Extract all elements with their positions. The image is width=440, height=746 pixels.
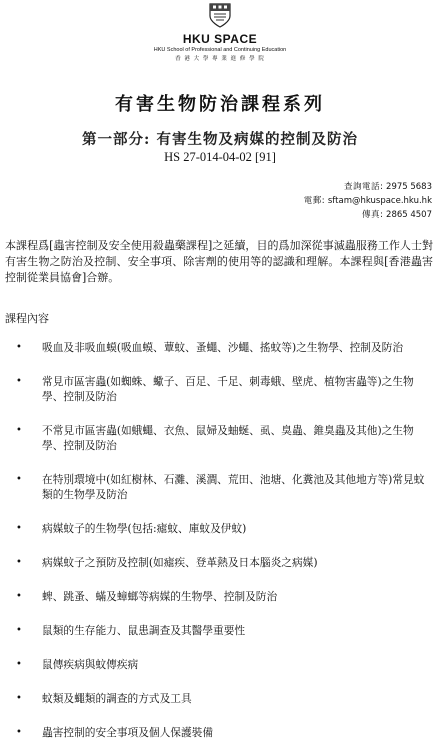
content-heading: 課程內容 (5, 312, 49, 325)
list-item (10, 472, 430, 502)
bullet-icon: • (16, 523, 22, 534)
fax-value: 2865 4507 (386, 210, 432, 220)
list-item-text: 病媒蚊子的生物學(包括:瘧蚊、庫蚊及伊蚊) (42, 522, 247, 535)
course-code: HS 27-014-04-02 [91] (164, 150, 276, 164)
list-item-text: 在特別環境中(如紅樹林、石灘、溪澗、荒田、池塘、化糞池及其他地方等)常見蚊類的生物學及防治 (42, 473, 425, 501)
email-value[interactable]: sftam@hkuspace.hku.hk (327, 196, 432, 206)
list-item-text: 鼠類的生存能力、鼠患調查及其醫學重要性 (42, 624, 246, 637)
list-item-text: 病媒蚊子之預防及控制(如瘧疾、登革熱及日本腦炎之病媒) (42, 556, 318, 569)
list-item (10, 340, 430, 355)
bullet-icon: • (16, 625, 22, 636)
list-item-text: 蟲害控制的安全事項及個人保護裝備 (42, 726, 214, 739)
bullet-icon: • (16, 376, 22, 387)
page-title: 有害生物防治課程系列 (115, 94, 325, 115)
crest-icon (208, 2, 232, 28)
list-item (10, 423, 430, 453)
bullet-icon: • (16, 659, 22, 670)
fax-line (304, 208, 432, 222)
bullet-icon: • (16, 557, 22, 568)
intro-paragraph: 本課程爲[蟲害控制及安全使用殺蟲藥課程]之延續，目的爲加深從事滅蟲服務工作人士對有害生物之防治及控制、安全事項、除害劑的使用等的認識和理解。本課程與[香港蟲害控制從業員協會]合辦。 (5, 239, 433, 284)
list-item (10, 725, 430, 740)
list-item (10, 589, 430, 604)
list-item-text: 鼠傳疾病與蚊傳疾病 (42, 658, 139, 671)
list-item-text: 常見市區害蟲(如蜘蛛、蠍子、百足、千足、刺毒蛾、壁虎、植物害蟲等)之生物學、控制及防治 (42, 375, 414, 403)
phone-value: 2975 5683 (386, 182, 432, 192)
list-item-text: 蚊類及蠅類的調查的方式及工具 (42, 692, 192, 705)
contact-block (304, 180, 432, 222)
email-line (304, 194, 432, 208)
list-item (10, 623, 430, 638)
bullet-icon: • (16, 693, 22, 704)
bullet-icon: • (16, 342, 22, 353)
phone-line (304, 180, 432, 194)
list-item-text: 吸血及非吸血蟆(吸血蟆、蕈蚊、蚤蠅、沙蠅、搖蚊等)之生物學、控制及防治 (42, 341, 404, 354)
bullet-icon: • (16, 474, 22, 485)
bullet-icon: • (16, 425, 22, 436)
list-item (10, 555, 430, 570)
list-item (10, 691, 430, 706)
hku-space-logo (0, 2, 440, 62)
list-item-text: 不常見市區害蟲(如蛾蠅、衣魚、鼠婦及蚰蜒、虱、臭蟲、錐臭蟲及其他)之生物學、控制及防治 (42, 424, 414, 452)
phone-label: 查詢電話: (343, 182, 384, 192)
bullet-icon: • (16, 591, 22, 602)
list-item (10, 657, 430, 672)
brand-chinese: 香 港 大 學 專 業 進 修 學 院 (175, 56, 265, 62)
list-item (10, 521, 430, 536)
bullet-icon: • (16, 727, 22, 738)
list-item-text: 蜱、跳蚤、蟎及蟑螂等病媒的生物學、控制及防治 (42, 590, 278, 603)
brand-name: HKU SPACE (182, 32, 258, 46)
course-content-list (10, 340, 430, 740)
page-subtitle: 第一部分: 有害生物及病媒的控制及防治 (82, 131, 358, 148)
fax-label: 傳真: (361, 210, 384, 220)
email-label: 電郵: (303, 196, 326, 206)
brand-english: HKU School of Professional and Continuing Education (153, 47, 287, 53)
list-item (10, 374, 430, 404)
